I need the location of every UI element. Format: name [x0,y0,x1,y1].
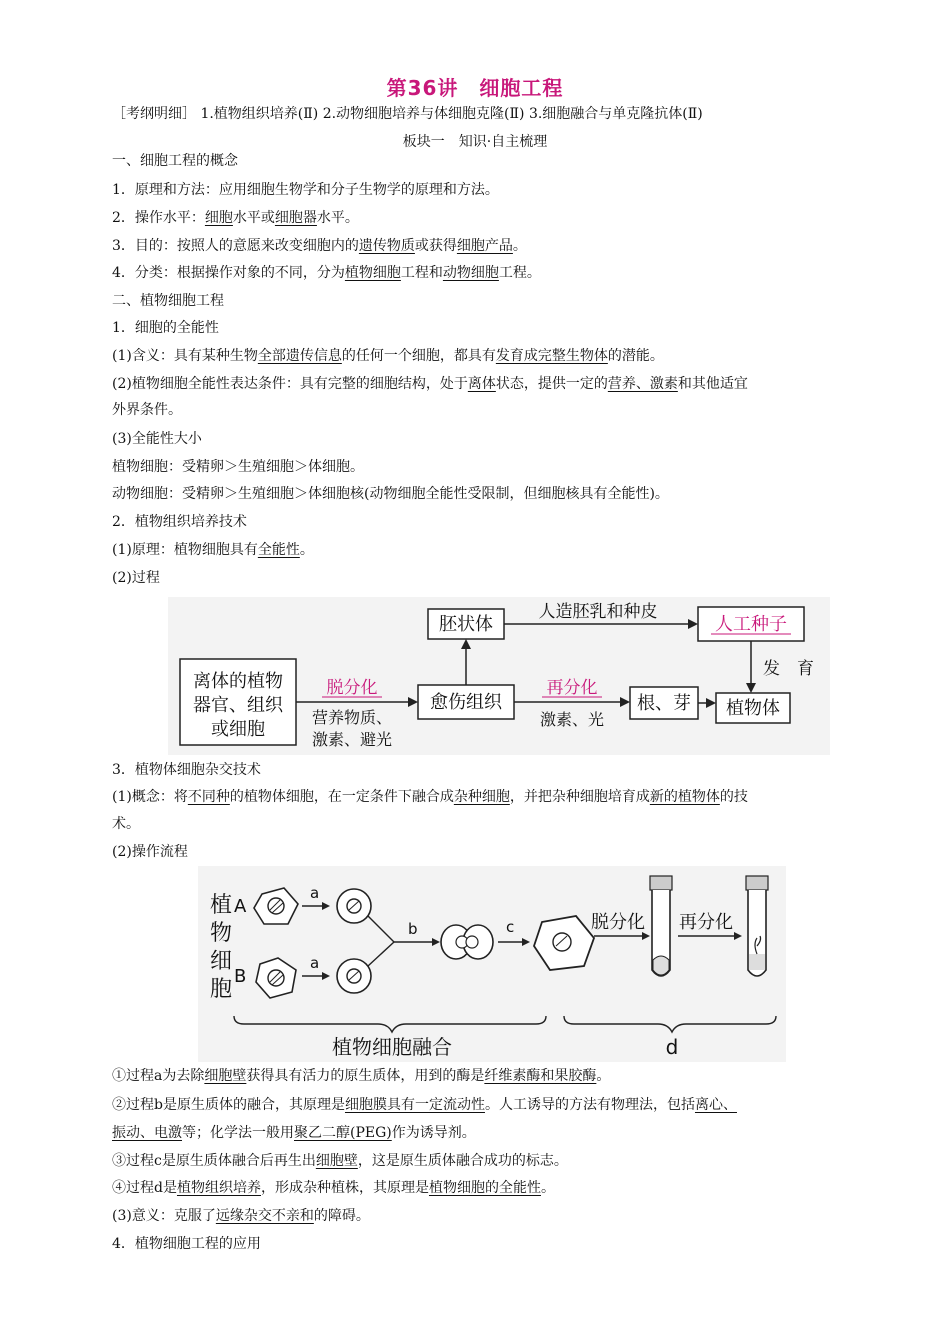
dediff-cond-2: 激素、避光 [311,730,393,749]
hybrid-cell-nucleus [553,933,571,951]
totipotency-plant: 植物细胞：受精卵＞生殖细胞＞体细胞。 [112,459,364,475]
tube1-callus [653,956,669,975]
hybridization-diagram [198,866,786,1062]
rediff-cond: 激素、光 [539,710,605,729]
cell-b-label: B [234,966,247,987]
step-c-label: c [506,918,515,936]
concept-line-2: 2．操作水平：细胞水平或细胞器水平。 [112,210,359,226]
section-heading-1: 一、细胞工程的概念 [112,153,238,169]
tube1-plug [650,876,672,890]
step-b-note-cont: 振动、电激等；化学法一般用聚乙二醇(PEG)作为诱导剂。 [112,1125,476,1141]
syllabus-outline: ［考纲明细］ 1.植物组织培养(Ⅱ) 2.动物细胞培养与体细胞克隆(Ⅱ) 3.细胞融合与单克隆抗体(Ⅱ) [112,106,703,122]
dediff-cond-1: 营养物质、 [311,708,393,727]
hybridization-concept-cont: 术。 [112,816,140,832]
step-a2-label: a [310,954,320,972]
significance-line: (3)意义：克服了远缘杂交不亲和的障碍。 [112,1208,370,1224]
block-title: 板块一 知识·自主梳理 [402,134,548,150]
explant-text-3: 或细胞 [211,719,265,740]
step-a1-label: a [310,884,320,902]
explant-text-2: 器官、组织 [193,695,283,716]
side-label-2: 物 [210,921,233,946]
totipotency-animal: 动物细胞：受精卵＞生殖细胞＞体细胞核(动物细胞全能性受限制，但细胞核具有全能性)。 [112,486,669,502]
tube2-plug [746,876,768,890]
dediff-label: 脱分化 [326,678,378,698]
totipotency-heading: 1．细胞的全能性 [112,320,219,336]
totipotency-meaning: (1)含义：具有某种生物全部遗传信息的任何一个细胞，都具有发育成完整生物体的潜能。 [112,348,664,364]
step-b-label: b [408,920,418,938]
cell-a-nucleus [268,898,284,914]
embryoid-text: 胚状体 [439,614,493,635]
cell-a-label: A [234,896,247,917]
artificial-seed-text: 人工种子 [715,614,787,635]
explant-text-1: 离体的植物 [193,671,283,692]
hybridization-concept: (1)概念：将不同种的植物体细胞，在一定条件下融合成杂种细胞，并把杂种细胞培育成新的植物体的技 [112,789,748,805]
applications-heading: 4．植物细胞工程的应用 [112,1236,261,1252]
hybrid-dediff-label: 脱分化 [591,912,645,933]
develop-label: 发 育 [763,659,814,679]
hybridization-process-heading: (2)操作流程 [112,844,188,860]
totipotency-degree-heading: (3)全能性大小 [112,431,202,447]
d-caption: d [665,1035,679,1059]
totipotency-conditions: (2)植物细胞全能性表达条件：具有完整的细胞结构，处于离体状态，提供一定的营养、激素和其他适宜 [112,376,748,392]
section-heading-2: 二、植物细胞工程 [112,293,224,309]
tube2-medium [749,954,765,970]
tissue-culture-process-heading: (2)过程 [112,570,160,586]
side-label-1: 植 [210,893,233,918]
concept-line-4: 4．分类：根据操作对象的不同，分为植物细胞工程和动物细胞工程。 [112,265,541,281]
step-d-note: ④过程d是植物组织培养，形成杂种植株，其原理是植物细胞的全能性。 [112,1180,555,1196]
tissue-culture-heading: 2．植物组织培养技术 [112,514,247,530]
step-c-note: ③过程c是原生质体融合后再生出细胞壁，这是原生质体融合成功的标志。 [112,1153,568,1169]
step-b-note: ②过程b是原生质体的融合，其原理是细胞膜具有一定流动性。人工诱导的方法有物理法，包括离心、 [112,1097,737,1113]
rediff-label: 再分化 [546,678,598,698]
fusion-caption: 植物细胞融合 [332,1035,452,1059]
cell-b-nucleus [268,970,284,986]
page-title: 第36讲 细胞工程 [386,76,564,100]
callus-text: 愈伤组织 [430,692,502,713]
fusing-nucleus-2 [466,936,478,948]
side-label-3: 细 [210,949,233,974]
hybridization-heading: 3．植物体细胞杂交技术 [112,762,261,778]
concept-line-3: 3．目的：按照人的意愿来改变细胞内的遗传物质或获得细胞产品。 [112,238,527,254]
side-label-4: 胞 [210,977,233,1002]
root-bud-text: 根、芽 [637,693,691,714]
step-a-note: ①过程a为去除细胞壁获得具有活力的原生质体，用到的酶是纤维素酶和果胶酶。 [112,1068,611,1084]
concept-line-1: 1．原理和方法：应用细胞生物学和分子生物学的原理和方法。 [112,182,499,198]
tissue-culture-diagram [168,597,830,755]
plant-text: 植物体 [726,698,780,719]
artificial-coat-label: 人造胚乳和种皮 [538,602,658,622]
hybrid-rediff-label: 再分化 [679,912,733,933]
totipotency-conditions-cont: 外界条件。 [112,402,182,418]
tissue-culture-principle: (1)原理：植物细胞具有全能性。 [112,542,314,558]
